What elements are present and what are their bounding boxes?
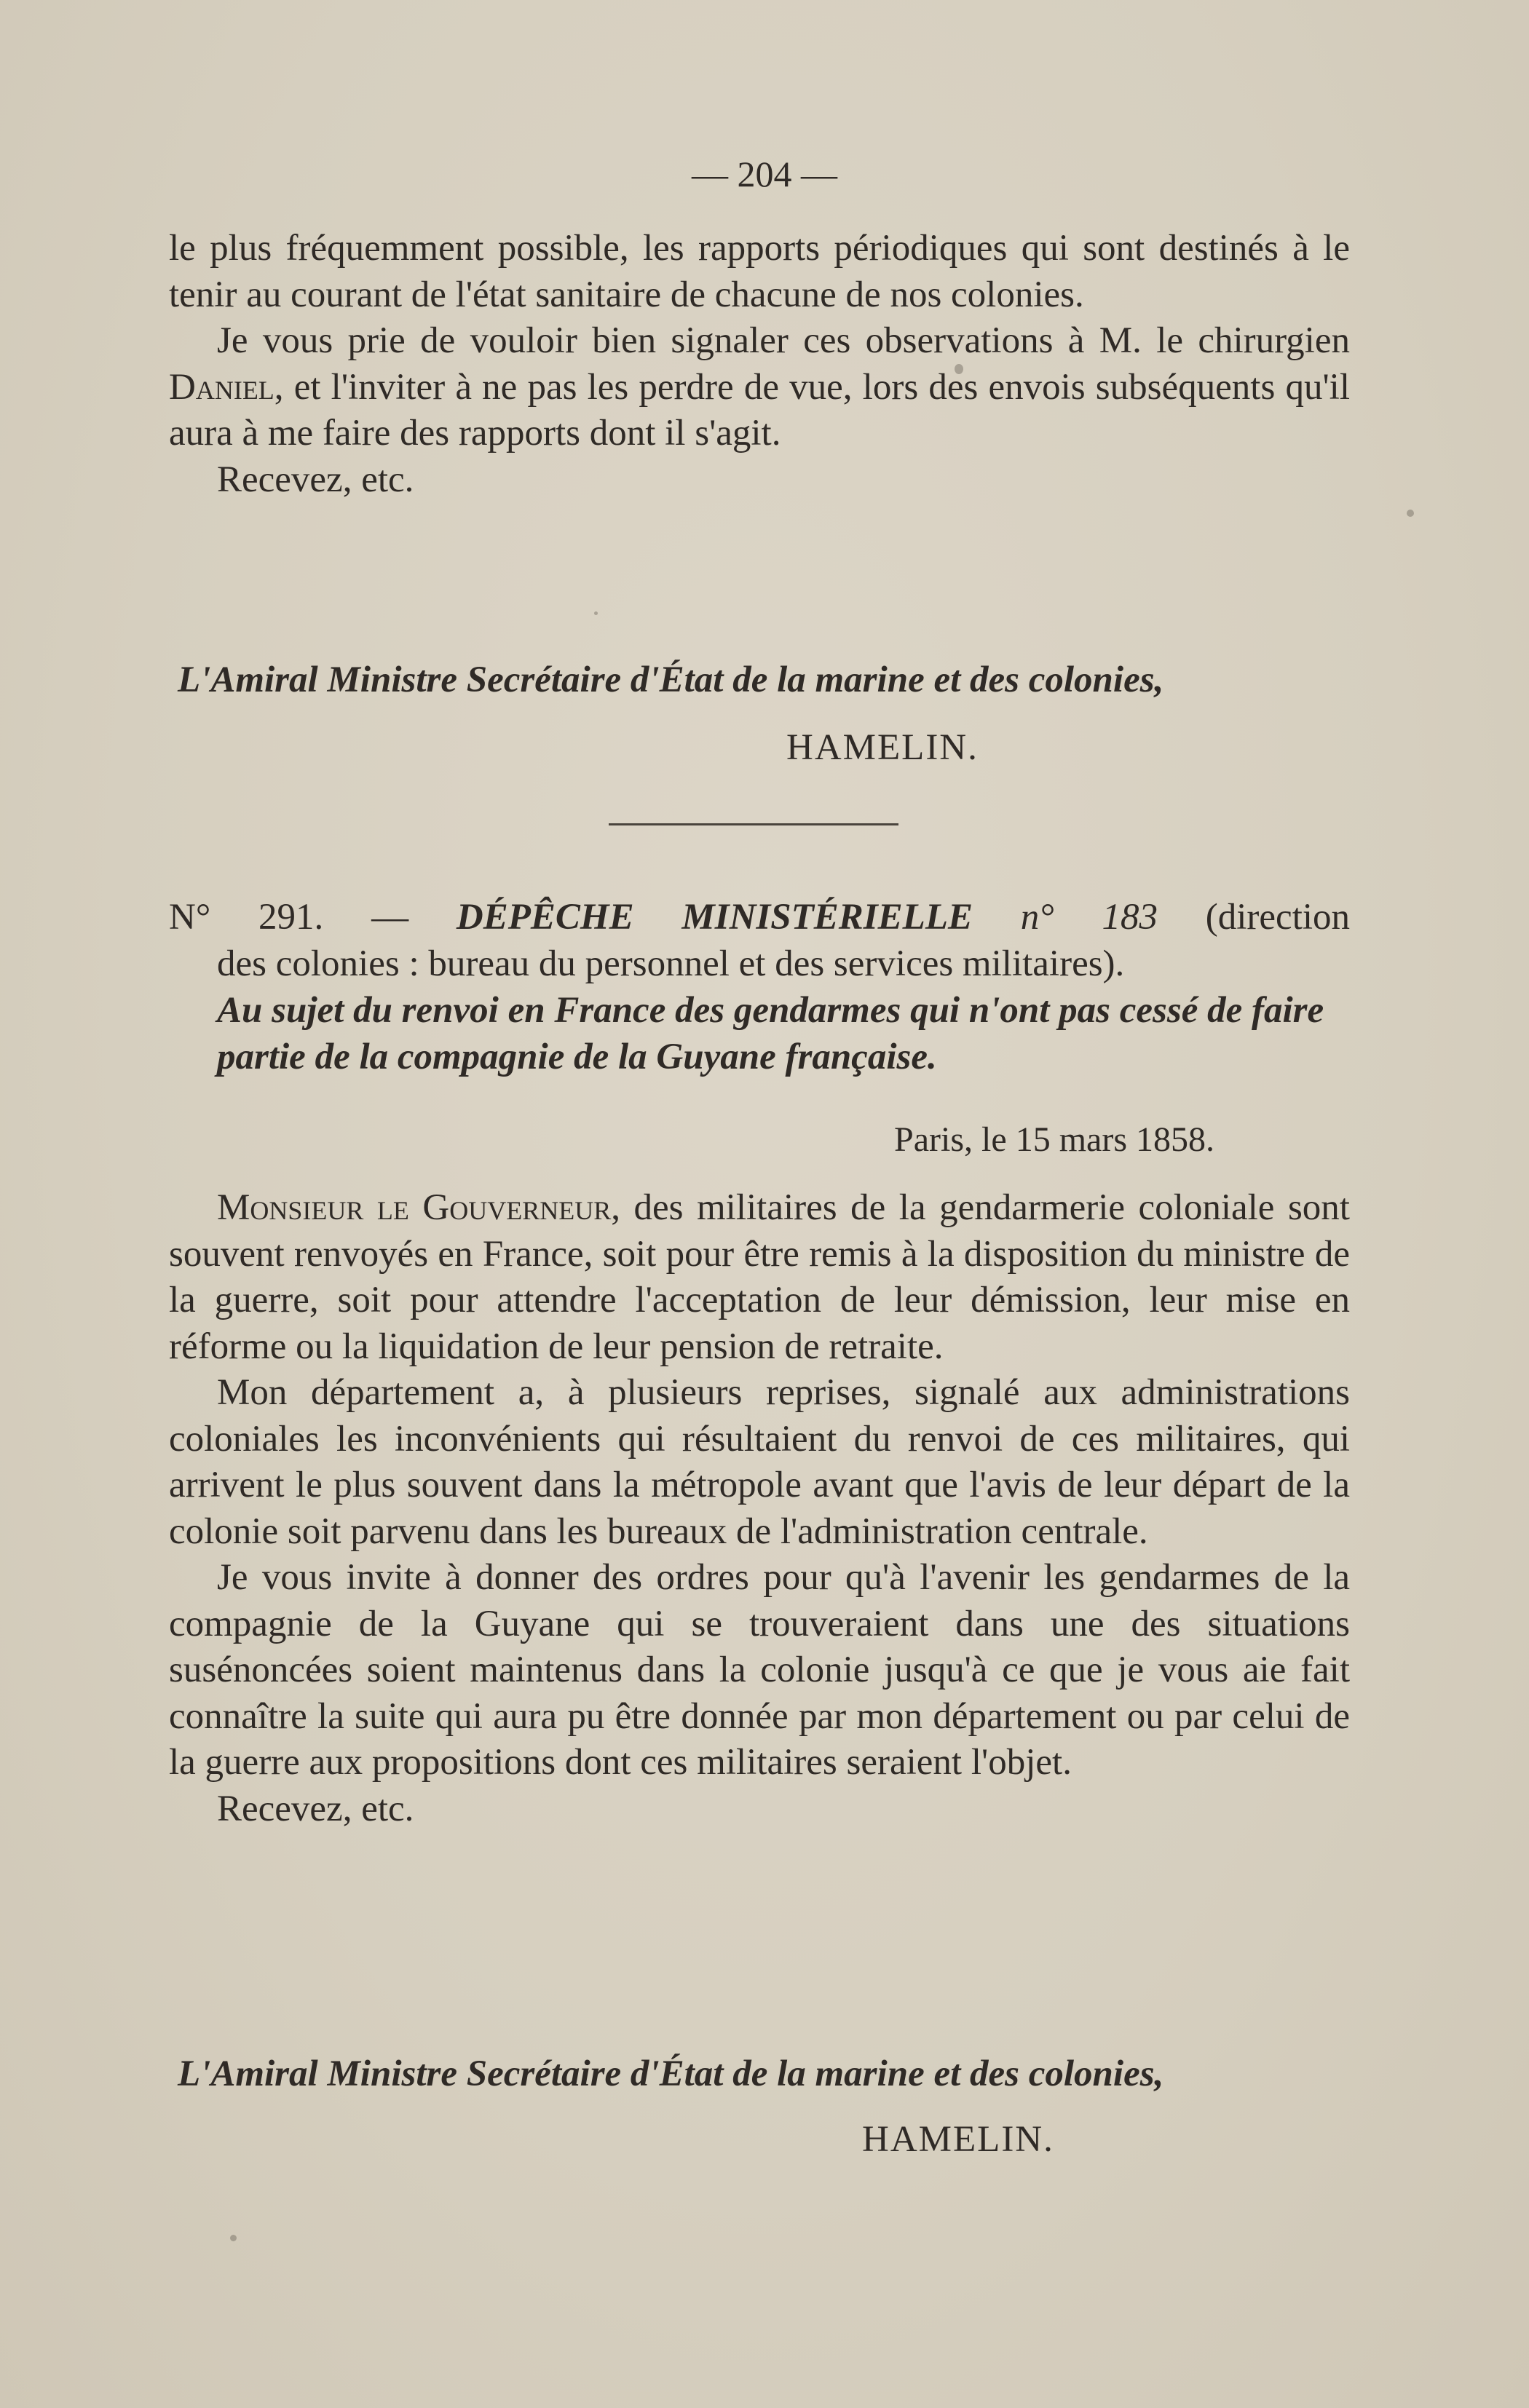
closing-formula: Recevez, etc. [217, 459, 414, 500]
paragraph-continuation: le plus fréquemment possible, les rapports périodiques qui sont destinés à le tenir au courant de l'état sanitaire de chacune de nos colonies. [169, 228, 1350, 315]
direction-continuation: des colonies : bureau du personnel et des services militaires). [217, 943, 1125, 984]
salutation: Monsieur le Gouverneur [217, 1187, 612, 1228]
closing-formula-2: Recevez, etc. [217, 1788, 414, 1829]
surgeon-name: Daniel [169, 366, 274, 408]
dispatch-ref: n° 183 [1020, 897, 1158, 938]
dispatch-heading-line [169, 894, 1350, 940]
ink-speck [594, 611, 598, 615]
signature-name-2: HAMELIN. [862, 2119, 1054, 2160]
paragraph-instructions: Je vous invite à donner des ordres pour qu'à l'avenir les gendarmes de la compagnie de la Guyane qui se trouveraient dans une des situations susénoncées soient maintenus dans la colonie jusqu'à ce que je vous aie fait connaître la suite qui aura pu être donnée par mon département ou par celui de la guerre aux propositions dont ces militaires seraient l'objet. [169, 1557, 1350, 1783]
ink-speck [230, 2235, 237, 2241]
dispatch-number: N° 291. [169, 897, 324, 938]
signature-title: L'Amiral Ministre Secrétaire d'État de la marine et des colonies, [178, 660, 1164, 700]
ink-speck [955, 364, 963, 374]
paragraph-observations: Je vous prie de vouloir bien signaler ces observations à M. le chirurgien Daniel, et l'inviter à ne pas les perdre de vue, lors des envois subséquents qu'il aura à me faire des rapports dont il s'agit. [169, 320, 1350, 454]
signature-name: HAMELIN. [786, 727, 979, 768]
ink-speck [1407, 510, 1414, 517]
dateline: Paris, le 15 mars 1858. [894, 1120, 1214, 1159]
direction-part-1: (direction [1205, 897, 1351, 938]
paragraph-salutation: Monsieur le Gouverneur, des militaires de la gendarmerie coloniale sont souvent renvoyés en France, soit pour être remis à la disposition du ministre de la guerre, soit pour attendre l'acceptation de leur démission, leur mise en réforme ou la liquidation de leur pension de retraite. [169, 1187, 1350, 1367]
section-divider [609, 823, 898, 825]
dispatch-subject: Au sujet du renvoi en France des gendarmes qui n'ont pas cessé de faire partie de la compagnie de la Guyane française. [217, 990, 1324, 1077]
signature-title-2: L'Amiral Ministre Secrétaire d'État de la marine et des colonies, [178, 2053, 1164, 2094]
dispatch-body [169, 1185, 1350, 1832]
dispatch-type: DÉPÊCHE MINISTÉRIELLE [456, 897, 973, 938]
page-number: — 204 — [692, 154, 837, 194]
continuation-text-block [169, 226, 1350, 503]
paragraph-department: Mon département a, à plusieurs reprises, signalé aux administrations coloniales les inconvénients qui résultaient du renvoi de ces militaires, qui arrivent le plus souvent dans la métropole avant que l'avis de leur départ de la colonie soit parvenu dans les bureaux de l'administration centrale. [169, 1372, 1350, 1552]
dispatch-dash: — [371, 897, 409, 938]
dispatch-heading [169, 894, 1350, 1080]
